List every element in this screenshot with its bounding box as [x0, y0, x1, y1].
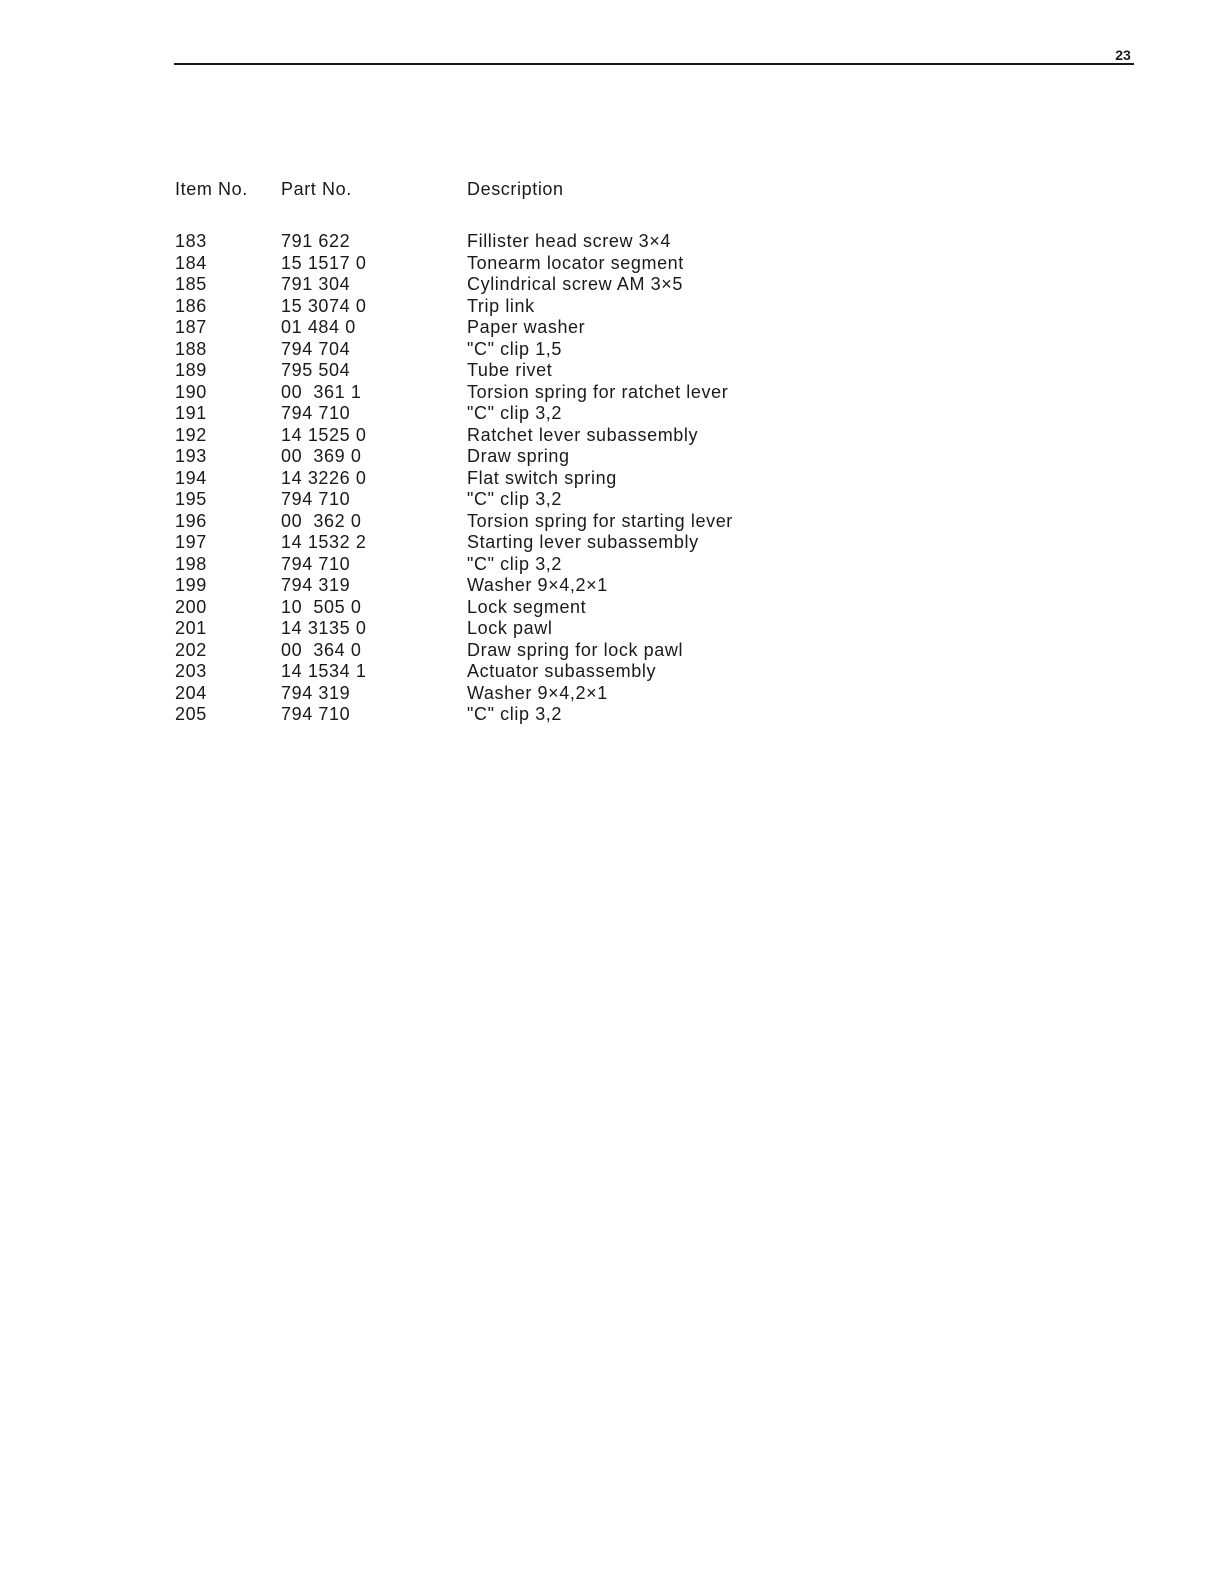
item-number: 197	[175, 532, 207, 552]
part-description: Starting lever subassembly	[467, 532, 699, 552]
part-row	[175, 296, 875, 318]
part-row	[175, 253, 875, 275]
part-description: Torsion spring for starting lever	[467, 510, 733, 531]
part-row	[175, 425, 875, 447]
part-number: 791 304	[281, 274, 351, 294]
item-number: 199	[175, 575, 207, 595]
item-number: 203	[175, 661, 207, 681]
part-row	[175, 274, 875, 296]
part-row	[175, 661, 875, 683]
parts-list	[175, 231, 875, 726]
part-number: 794 710	[281, 553, 351, 574]
part-number: 794 704	[281, 338, 351, 359]
part-row	[175, 468, 875, 490]
part-row	[175, 382, 875, 404]
part-description: "C" clip 3,2	[467, 489, 563, 509]
part-row	[175, 704, 875, 726]
part-row	[175, 554, 875, 576]
part-number: 00 364 0	[281, 639, 362, 660]
part-description: "C" clip 3,2	[467, 553, 563, 574]
item-number: 201	[175, 618, 207, 638]
part-description: Lock segment	[467, 596, 587, 617]
part-number: 01 484 0	[281, 317, 356, 337]
item-number: 193	[175, 446, 207, 466]
part-number: 795 504	[281, 360, 351, 380]
part-description: Torsion spring for ratchet lever	[467, 381, 729, 402]
part-number: 794 710	[281, 704, 351, 724]
part-description: "C" clip 3,2	[467, 704, 563, 724]
part-description: Draw spring	[467, 446, 570, 466]
item-number: 188	[175, 338, 207, 359]
item-number: 190	[175, 381, 207, 402]
part-number: 14 3226 0	[281, 467, 367, 488]
item-number: 184	[175, 252, 207, 273]
part-row	[175, 360, 875, 382]
part-row	[175, 575, 875, 597]
item-number: 187	[175, 317, 207, 337]
item-number: 196	[175, 510, 207, 531]
part-description: Tube rivet	[467, 360, 553, 380]
part-number: 00 369 0	[281, 446, 362, 466]
part-number: 791 622	[281, 231, 351, 251]
part-number: 00 362 0	[281, 510, 362, 531]
part-number: 14 1525 0	[281, 424, 367, 445]
page-number: 23	[1115, 47, 1131, 63]
part-description: Trip link	[467, 295, 535, 316]
part-description: Fillister head screw 3×4	[467, 231, 671, 251]
column-header-item-no: Item No.	[175, 179, 248, 199]
item-number: 200	[175, 596, 207, 617]
item-number: 191	[175, 403, 207, 423]
part-description: Lock pawl	[467, 618, 553, 638]
part-number: 794 710	[281, 403, 351, 423]
part-description: Cylindrical screw AM 3×5	[467, 274, 683, 294]
part-row	[175, 618, 875, 640]
part-description: "C" clip 1,5	[467, 338, 563, 359]
part-number: 794 319	[281, 682, 351, 703]
part-description: "C" clip 3,2	[467, 403, 563, 423]
item-number: 202	[175, 639, 207, 660]
part-number: 14 1534 1	[281, 661, 367, 681]
header-rule	[174, 63, 1134, 65]
part-number: 14 3135 0	[281, 618, 367, 638]
item-number: 183	[175, 231, 207, 251]
part-description: Actuator subassembly	[467, 661, 657, 681]
part-description: Ratchet lever subassembly	[467, 424, 699, 445]
part-number: 14 1532 2	[281, 532, 367, 552]
part-row	[175, 640, 875, 662]
item-number: 205	[175, 704, 207, 724]
part-row	[175, 511, 875, 533]
item-number: 185	[175, 274, 207, 294]
part-row	[175, 597, 875, 619]
part-number: 794 319	[281, 575, 351, 595]
part-description: Flat switch spring	[467, 467, 617, 488]
part-row	[175, 683, 875, 705]
item-number: 198	[175, 553, 207, 574]
item-number: 189	[175, 360, 207, 380]
part-row	[175, 317, 875, 339]
item-number: 194	[175, 467, 207, 488]
part-row	[175, 446, 875, 468]
item-number: 195	[175, 489, 207, 509]
part-number: 10 505 0	[281, 596, 362, 617]
item-number: 204	[175, 682, 207, 703]
part-number: 00 361 1	[281, 381, 362, 402]
part-row	[175, 532, 875, 554]
part-row	[175, 339, 875, 361]
part-description: Washer 9×4,2×1	[467, 575, 608, 595]
part-row	[175, 403, 875, 425]
column-header-description: Description	[467, 179, 564, 199]
part-description: Draw spring for lock pawl	[467, 639, 684, 660]
part-row	[175, 489, 875, 511]
item-number: 192	[175, 424, 207, 445]
part-description: Washer 9×4,2×1	[467, 682, 608, 703]
part-row	[175, 231, 875, 253]
column-header-part-no: Part No.	[281, 179, 352, 199]
part-number: 15 1517 0	[281, 252, 367, 273]
part-description: Tonearm locator segment	[467, 252, 684, 273]
item-number: 186	[175, 295, 207, 316]
part-number: 15 3074 0	[281, 295, 367, 316]
part-number: 794 710	[281, 489, 351, 509]
part-description: Paper washer	[467, 317, 586, 337]
